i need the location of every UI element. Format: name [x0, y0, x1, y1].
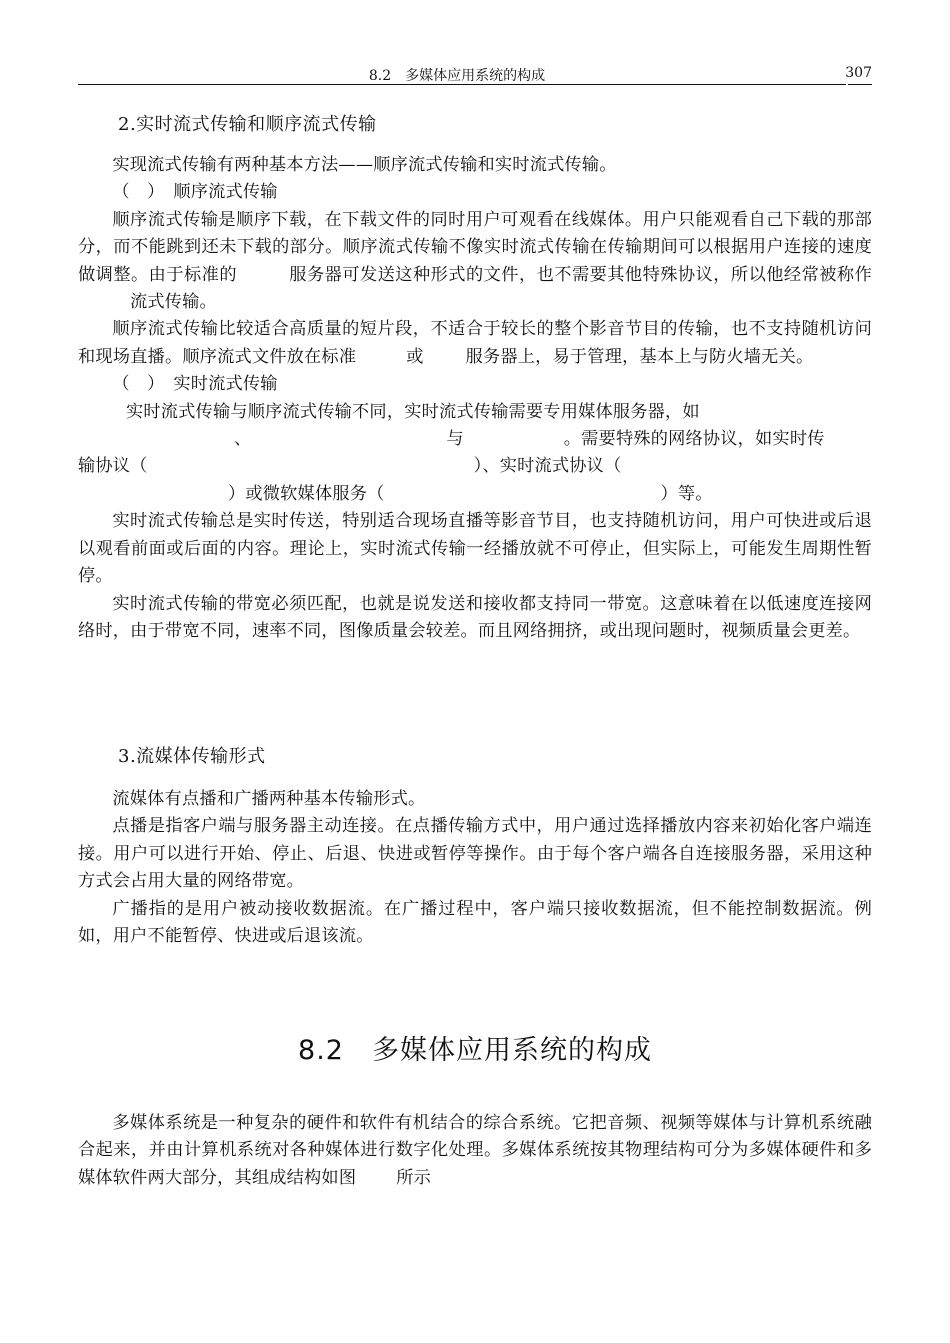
- sub-label-sequential: （ ） 顺序流式传输: [112, 182, 278, 203]
- paragraph-broadcast: 广播指的是用户被动接收数据流。在广播过程中，客户端只接收数据流，但不能控制数据流。例如，用户不能暂停、快进或后退该流。: [78, 898, 872, 947]
- paragraph-sequential-1: 顺序流式传输是顺序下载，在下载文件的同时用户可观看在线媒体。用户只能观看自己下载的那部分，而不能跳到还未下载的部分。顺序流式传输不像实时流式传输在传输期间可以根据用户连接的速度做调整。由于标准的 服务器可发送这种形式的文件，也不需要其他特殊协议，所以他经常被称作流式传输。: [78, 209, 872, 313]
- subsection-heading-2: 2.实时流式传输和顺序流式传输: [118, 114, 377, 135]
- page-number-underline: [848, 84, 872, 85]
- section-8-2-body: [78, 1110, 872, 1192]
- paragraph-on-demand: 点播是指客户端与服务器主动连接。在点播传输方式中，用户通过选择播放内容来初始化客户端连接。用户可以进行开始、停止、后退、快进或暂停等操作。由于每个客户端各自连接服务器，采用这种方式会占用大量的网络带宽。: [78, 816, 872, 892]
- section-heading-8-2: 8.2 多媒体应用系统的构成: [298, 1035, 652, 1066]
- sub-label-realtime: （ ） 实时流式传输: [112, 374, 278, 395]
- paragraph-realtime-2: 实时流式传输总是实时传送，特别适合现场直播等影音节目，也支持随机访问，用户可快进或后退以观看前面或后面的内容。理论上，实时流式传输一经播放就不可停止，但实际上，可能发生周期性暂停。: [78, 511, 872, 587]
- running-header: [78, 62, 872, 86]
- header-title: 8.2 多媒体应用系统的构成: [368, 68, 546, 84]
- header-rule: [78, 84, 846, 85]
- paragraph-multimedia-system: 多媒体系统是一种复杂的硬件和软件有机结合的综合系统。它把音频、视频等媒体与计算机系统融合起来，并由计算机系统对各种媒体进行数字化处理。多媒体系统按其物理结构可分为多媒体硬件和多媒体软件两大部分，其组成结构如图 所示: [78, 1113, 872, 1188]
- paragraph-streaming-intro: 流媒体有点播和广播两种基本传输形式。: [112, 789, 426, 809]
- subsection-heading-3: 3.流媒体传输形式: [118, 746, 266, 767]
- paragraph-sequential-2: 顺序流式传输比较适合高质量的短片段，不适合于较长的整个影音节目的传输，也不支持随机访问和现场直播。顺序流式文件放在标准 或 服务器上，易于管理，基本上与防火墙无关。: [78, 319, 872, 367]
- paragraph-realtime-1: 实时流式传输与顺序流式传输不同，实时流式传输需要专用媒体服务器，如 、 与 。需要特殊的网络协议，如实时传 输协议（ ）、实时流式协议（ ）或微软媒体服务（ ）等。: [78, 401, 825, 504]
- section-2-body: [78, 152, 872, 645]
- paragraph-intro: 实现流式传输有两种基本方法——顺序流式传输和实时流式传输。: [112, 155, 617, 175]
- section-3-body: [78, 786, 872, 950]
- page-number: 307: [845, 65, 872, 81]
- paragraph-realtime-3: 实时流式传输的带宽必须匹配，也就是说发送和接收都支持同一带宽。这意味着在以低速度连接网络时，由于带宽不同，速率不同，图像质量会较差。而且网络拥挤，或出现问题时，视频质量会更差。: [78, 593, 872, 641]
